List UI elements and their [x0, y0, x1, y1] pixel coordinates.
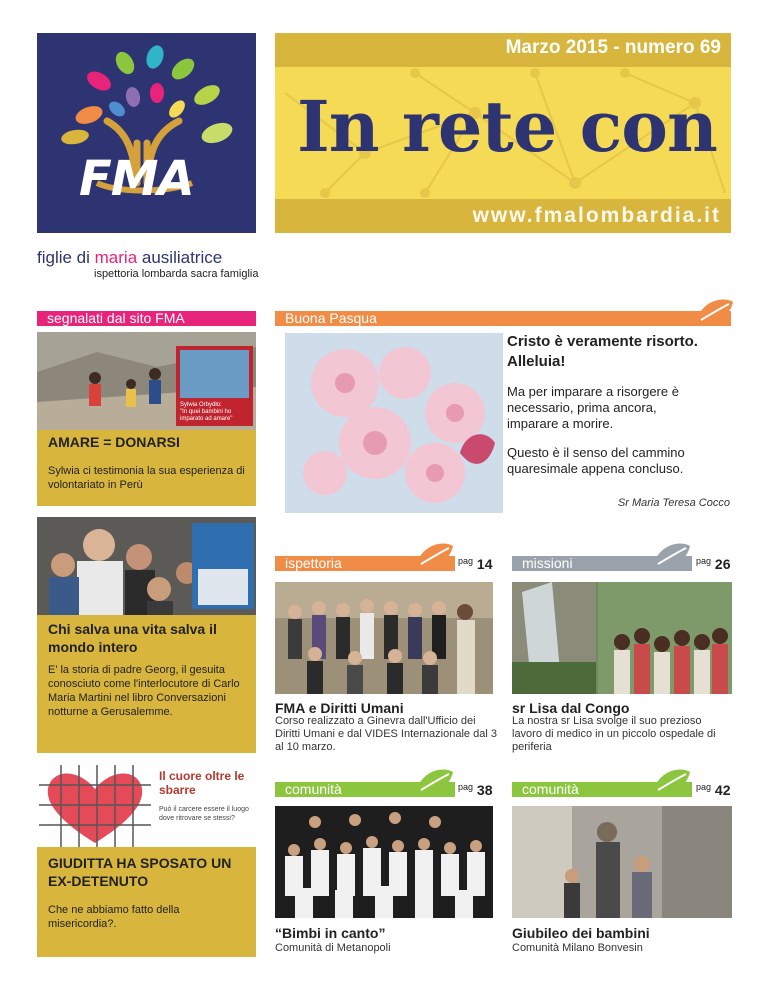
pasqua-paragraph-2: Questo è il senso del cammino quaresimale appena concluso. [507, 445, 685, 476]
article-text: La nostra sr Lisa svolge il suo prezioso lavoro di medico in un piccolo ospedale di periferia [512, 715, 716, 753]
section-comunita: comunità [275, 782, 455, 797]
card-text: E' la storia di padre Georg, il gesuita conosciuto come l'interlocutore di Carlo Maria Martini nel libro Conversazioni notturne a Gerusalemme. [48, 664, 240, 718]
card-text: Sylwia ci testimonia la sua esperienza di volontariato in Perù [48, 465, 245, 491]
card-chi-salva[interactable] [37, 615, 256, 753]
cathedral-image [512, 806, 732, 918]
group-photo-image [275, 582, 493, 694]
page-ref-38[interactable] [458, 782, 493, 798]
page-ref-label: pag [458, 782, 474, 792]
page-ref-14[interactable] [458, 556, 493, 572]
blossom-image [285, 333, 503, 513]
article-text: Comunità Milano Bonvesin [512, 942, 643, 954]
page-ref-label: pag [696, 556, 712, 566]
orange-leaf-icon [693, 296, 735, 326]
giubileo-photo[interactable] [512, 806, 732, 918]
card-giuditta[interactable] [37, 847, 256, 957]
book-cover [176, 346, 253, 426]
grey-leaf-icon [650, 540, 692, 570]
section-missioni: missioni [512, 556, 692, 571]
book-cover-photo [198, 569, 248, 605]
page-ref-number: 26 [714, 556, 731, 572]
georg-photo[interactable] [37, 517, 256, 615]
page-ref-26[interactable] [696, 556, 731, 572]
page-ref-42[interactable] [696, 782, 731, 798]
logo-letters: FMA [79, 151, 194, 207]
org-name-accent: maria [94, 248, 138, 267]
congo-photo[interactable] [512, 582, 732, 694]
page-ref-number: 38 [476, 782, 493, 798]
card-text: Che ne abbiamo fatto della misericordia?. [48, 904, 180, 930]
diritti-umani-photo[interactable] [275, 582, 493, 694]
photo-text: Può il carcere essere il luogo dove ritrovare se stessi? [159, 806, 249, 822]
issue-bar [275, 33, 731, 67]
orange-leaf-icon [413, 540, 455, 570]
article-title[interactable]: FMA e Diritti Umani [275, 700, 404, 716]
fma-logo [37, 33, 256, 233]
article-text: Comunità di Metanopoli [275, 942, 391, 954]
page-ref-number: 42 [714, 782, 731, 798]
heart-icon [39, 765, 151, 847]
book-caption [180, 402, 250, 423]
pasqua-paragraph-1: Ma per imparare a risorgere è necessario, prima ancora, imparare a morire. [507, 384, 679, 431]
choir-image [275, 806, 493, 918]
section-segnalati: segnalati dal sito FMA [37, 311, 256, 326]
masthead [275, 33, 731, 233]
org-name [37, 248, 222, 268]
section-ispettoria: ispettoria [275, 556, 455, 571]
section-comunita: comunità [512, 782, 692, 797]
green-leaf-icon [650, 766, 692, 796]
cherry-blossom-photo [285, 333, 503, 513]
volunteer-photo[interactable] [37, 332, 256, 430]
book-cover-image [180, 350, 249, 398]
newsletter-title: In rete con [297, 85, 717, 168]
card-title: GIUDITTA HA SPOSATO UN EX-DETENUTO [48, 855, 232, 889]
section-buona-pasqua: Buona Pasqua [275, 311, 731, 326]
heart-bars-photo[interactable] [37, 765, 256, 847]
org-name-suffix: ausiliatrice [137, 248, 223, 267]
pasqua-heading: Cristo è veramente risorto. Alleluia! [507, 333, 698, 370]
photo-title: Il cuore oltre le sbarre [159, 769, 245, 797]
book-caption-quote: "In quei bambini ho imparato ad amare" [180, 409, 233, 422]
url-bar [275, 199, 731, 233]
congo-image [512, 582, 732, 694]
book-cover-martini [192, 523, 254, 609]
bimbi-in-canto-photo[interactable] [275, 806, 493, 918]
page-ref-label: pag [458, 556, 474, 566]
card-amare-donarsi[interactable] [37, 430, 256, 506]
org-name-prefix: figlie di [37, 248, 95, 267]
page-ref-label: pag [696, 782, 712, 792]
article-text: Corso realizzato a Ginevra dall'Ufficio dei Diritti Umani e dal VIDES Internazionale dal 3 al 10 marzo. [275, 715, 497, 753]
article-title[interactable]: sr Lisa dal Congo [512, 700, 630, 716]
org-subtitle: ispettoria lombarda sacra famiglia [94, 268, 259, 280]
card-title: AMARE = DONARSI [48, 434, 180, 450]
article-title[interactable]: Giubileo dei bambini [512, 925, 650, 941]
pasqua-signature: Sr Maria Teresa Cocco [617, 497, 730, 509]
page-ref-number: 14 [476, 556, 493, 572]
website-link[interactable]: www.fmalombardia.it [472, 204, 721, 227]
book-caption-author: Sylwia Orbydło: [180, 402, 222, 408]
green-leaf-icon [413, 766, 455, 796]
article-title[interactable]: “Bimbi in canto” [275, 925, 386, 941]
card-title: Chi salva una vita salva il mondo intero [48, 621, 217, 655]
issue-label: Marzo 2015 - numero 69 [505, 37, 721, 58]
